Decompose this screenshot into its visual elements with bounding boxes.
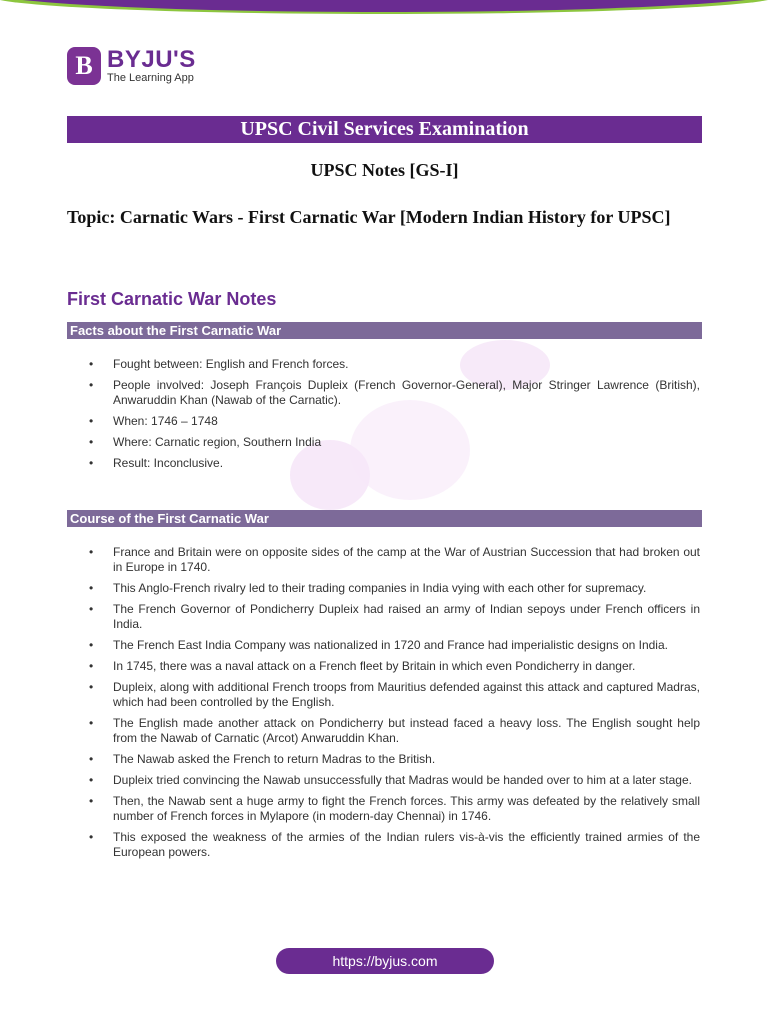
facts-heading-bar: Facts about the First Carnatic War xyxy=(67,322,702,339)
list-item: • The Nawab asked the French to return Madras to the British. xyxy=(89,752,700,767)
list-item: • This Anglo-French rivalry led to their trading companies in India vying with each other for supremacy. xyxy=(89,581,700,596)
list-item: • France and Britain were on opposite sides of the camp at the War of Austrian Succession that had broken out in Europe in 1740. xyxy=(89,545,700,575)
course-heading-bar: Course of the First Carnatic War xyxy=(67,510,702,527)
exam-banner: UPSC Civil Services Examination xyxy=(67,116,702,143)
list-item: • In 1745, there was a naval attack on a French fleet by Britain in which even Pondicherry in danger. xyxy=(89,659,700,674)
topic-heading: Topic: Carnatic Wars - First Carnatic War [Modern Indian History for UPSC] xyxy=(67,207,671,227)
facts-list xyxy=(89,357,700,477)
logo-mark-icon: B xyxy=(67,47,101,85)
list-item: • When: 1746 – 1748 xyxy=(89,414,700,429)
footer-url-link[interactable]: https://byjus.com xyxy=(276,948,494,974)
list-item: • Then, the Nawab sent a huge army to fight the French forces. This army was defeated by the relatively small number of French forces in Mylapore (in modern-day Chennai) in 1746. xyxy=(89,794,700,824)
list-item: • This exposed the weakness of the armies of the Indian rulers vis-à-vis the efficiently trained armies of the European powers. xyxy=(89,830,700,860)
byjus-logo xyxy=(67,46,196,86)
course-list xyxy=(89,545,700,866)
section-title: First Carnatic War Notes xyxy=(67,289,277,309)
list-item: • Where: Carnatic region, Southern India xyxy=(89,435,700,450)
logo-text xyxy=(107,45,196,85)
list-item: • Fought between: English and French forces. xyxy=(89,357,700,372)
notes-title: UPSC Notes [GS-I] xyxy=(310,160,459,180)
purple-stripe xyxy=(0,0,768,12)
list-item: • Result: Inconclusive. xyxy=(89,456,700,471)
list-item: • The English made another attack on Pondicherry but instead faced a heavy loss. The English sought help from the Nawab of Carnatic (Arcot) Anwaruddin Khan. xyxy=(89,716,700,746)
brand-tagline: The Learning App xyxy=(107,71,194,84)
brand-name: BYJU'S xyxy=(107,45,196,73)
list-item: • Dupleix, along with additional French troops from Mauritius defended against this attack and captured Madras, which had been controlled by the English. xyxy=(89,680,700,710)
list-item: • The French East India Company was nationalized in 1720 and France had imperialistic designs on India. xyxy=(89,638,700,653)
list-item: • The French Governor of Pondicherry Dupleix had raised an army of Indian sepoys under French officers in India. xyxy=(89,602,700,632)
list-item: • People involved: Joseph François Dupleix (French Governor-General), Major Stringer Lawrence (British), Anwaruddin Khan (Nawab of the Carnatic). xyxy=(89,378,700,408)
top-decorative-band xyxy=(0,0,768,22)
list-item: • Dupleix tried convincing the Nawab unsuccessfully that Madras would be handed over to him at a later stage. xyxy=(89,773,700,788)
